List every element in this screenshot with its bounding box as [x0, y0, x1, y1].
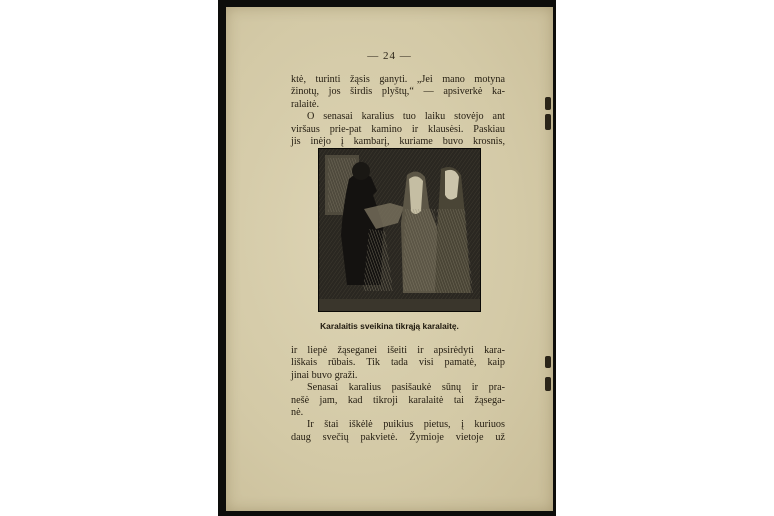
text-line: nešė jam, kad tikroji karalaitė tai žąsega- — [291, 394, 505, 406]
text-line: Senasai karalius pasišaukė sūnų ir pra- — [307, 382, 505, 394]
text-line: viršaus prie-pat kamino ir klausėsi. Paskiau — [291, 123, 505, 135]
book-page — [226, 7, 553, 511]
binding-mark — [545, 356, 551, 368]
text-line: daug svečių pakvietė. Žymioje vietoje už — [291, 431, 505, 443]
text-line: liškais rūbais. Tik tada visi pamatė, kaip — [291, 357, 505, 369]
binding-mark — [545, 97, 551, 110]
text-line: O senasai karalius tuo laiku stovėjo ant — [307, 111, 505, 123]
text-line: jis inėjo į kambarį, kuriame buvo krosnis, — [291, 135, 505, 147]
illustration-caption: Karalaitis sveikina tikrąją karalaitę. — [320, 321, 459, 331]
text-line: ktė, turinti žąsis ganyti. „Jei mano motyna — [291, 74, 505, 85]
page-number: — 24 — — [367, 50, 412, 62]
text-block-bottom — [291, 345, 505, 444]
text-line: Ir štai iškėlė puikius pietus, į kuriuos — [307, 419, 505, 431]
text-line: ir liepė žąseganei išeiti ir apsirėdyti kara- — [291, 345, 505, 356]
text-line: žinotų, jos širdis plyštų,“ — apsiverkė ka- — [291, 86, 505, 98]
binding-mark — [545, 114, 551, 130]
text-block-top — [291, 74, 505, 148]
text-line: ralaitė. — [291, 98, 319, 110]
binding-mark — [545, 377, 551, 391]
illustration-engraving — [318, 148, 481, 312]
text-line: jinai buvo graži. — [291, 369, 358, 381]
engraving-picture — [319, 149, 480, 311]
text-line: nė. — [291, 406, 304, 418]
